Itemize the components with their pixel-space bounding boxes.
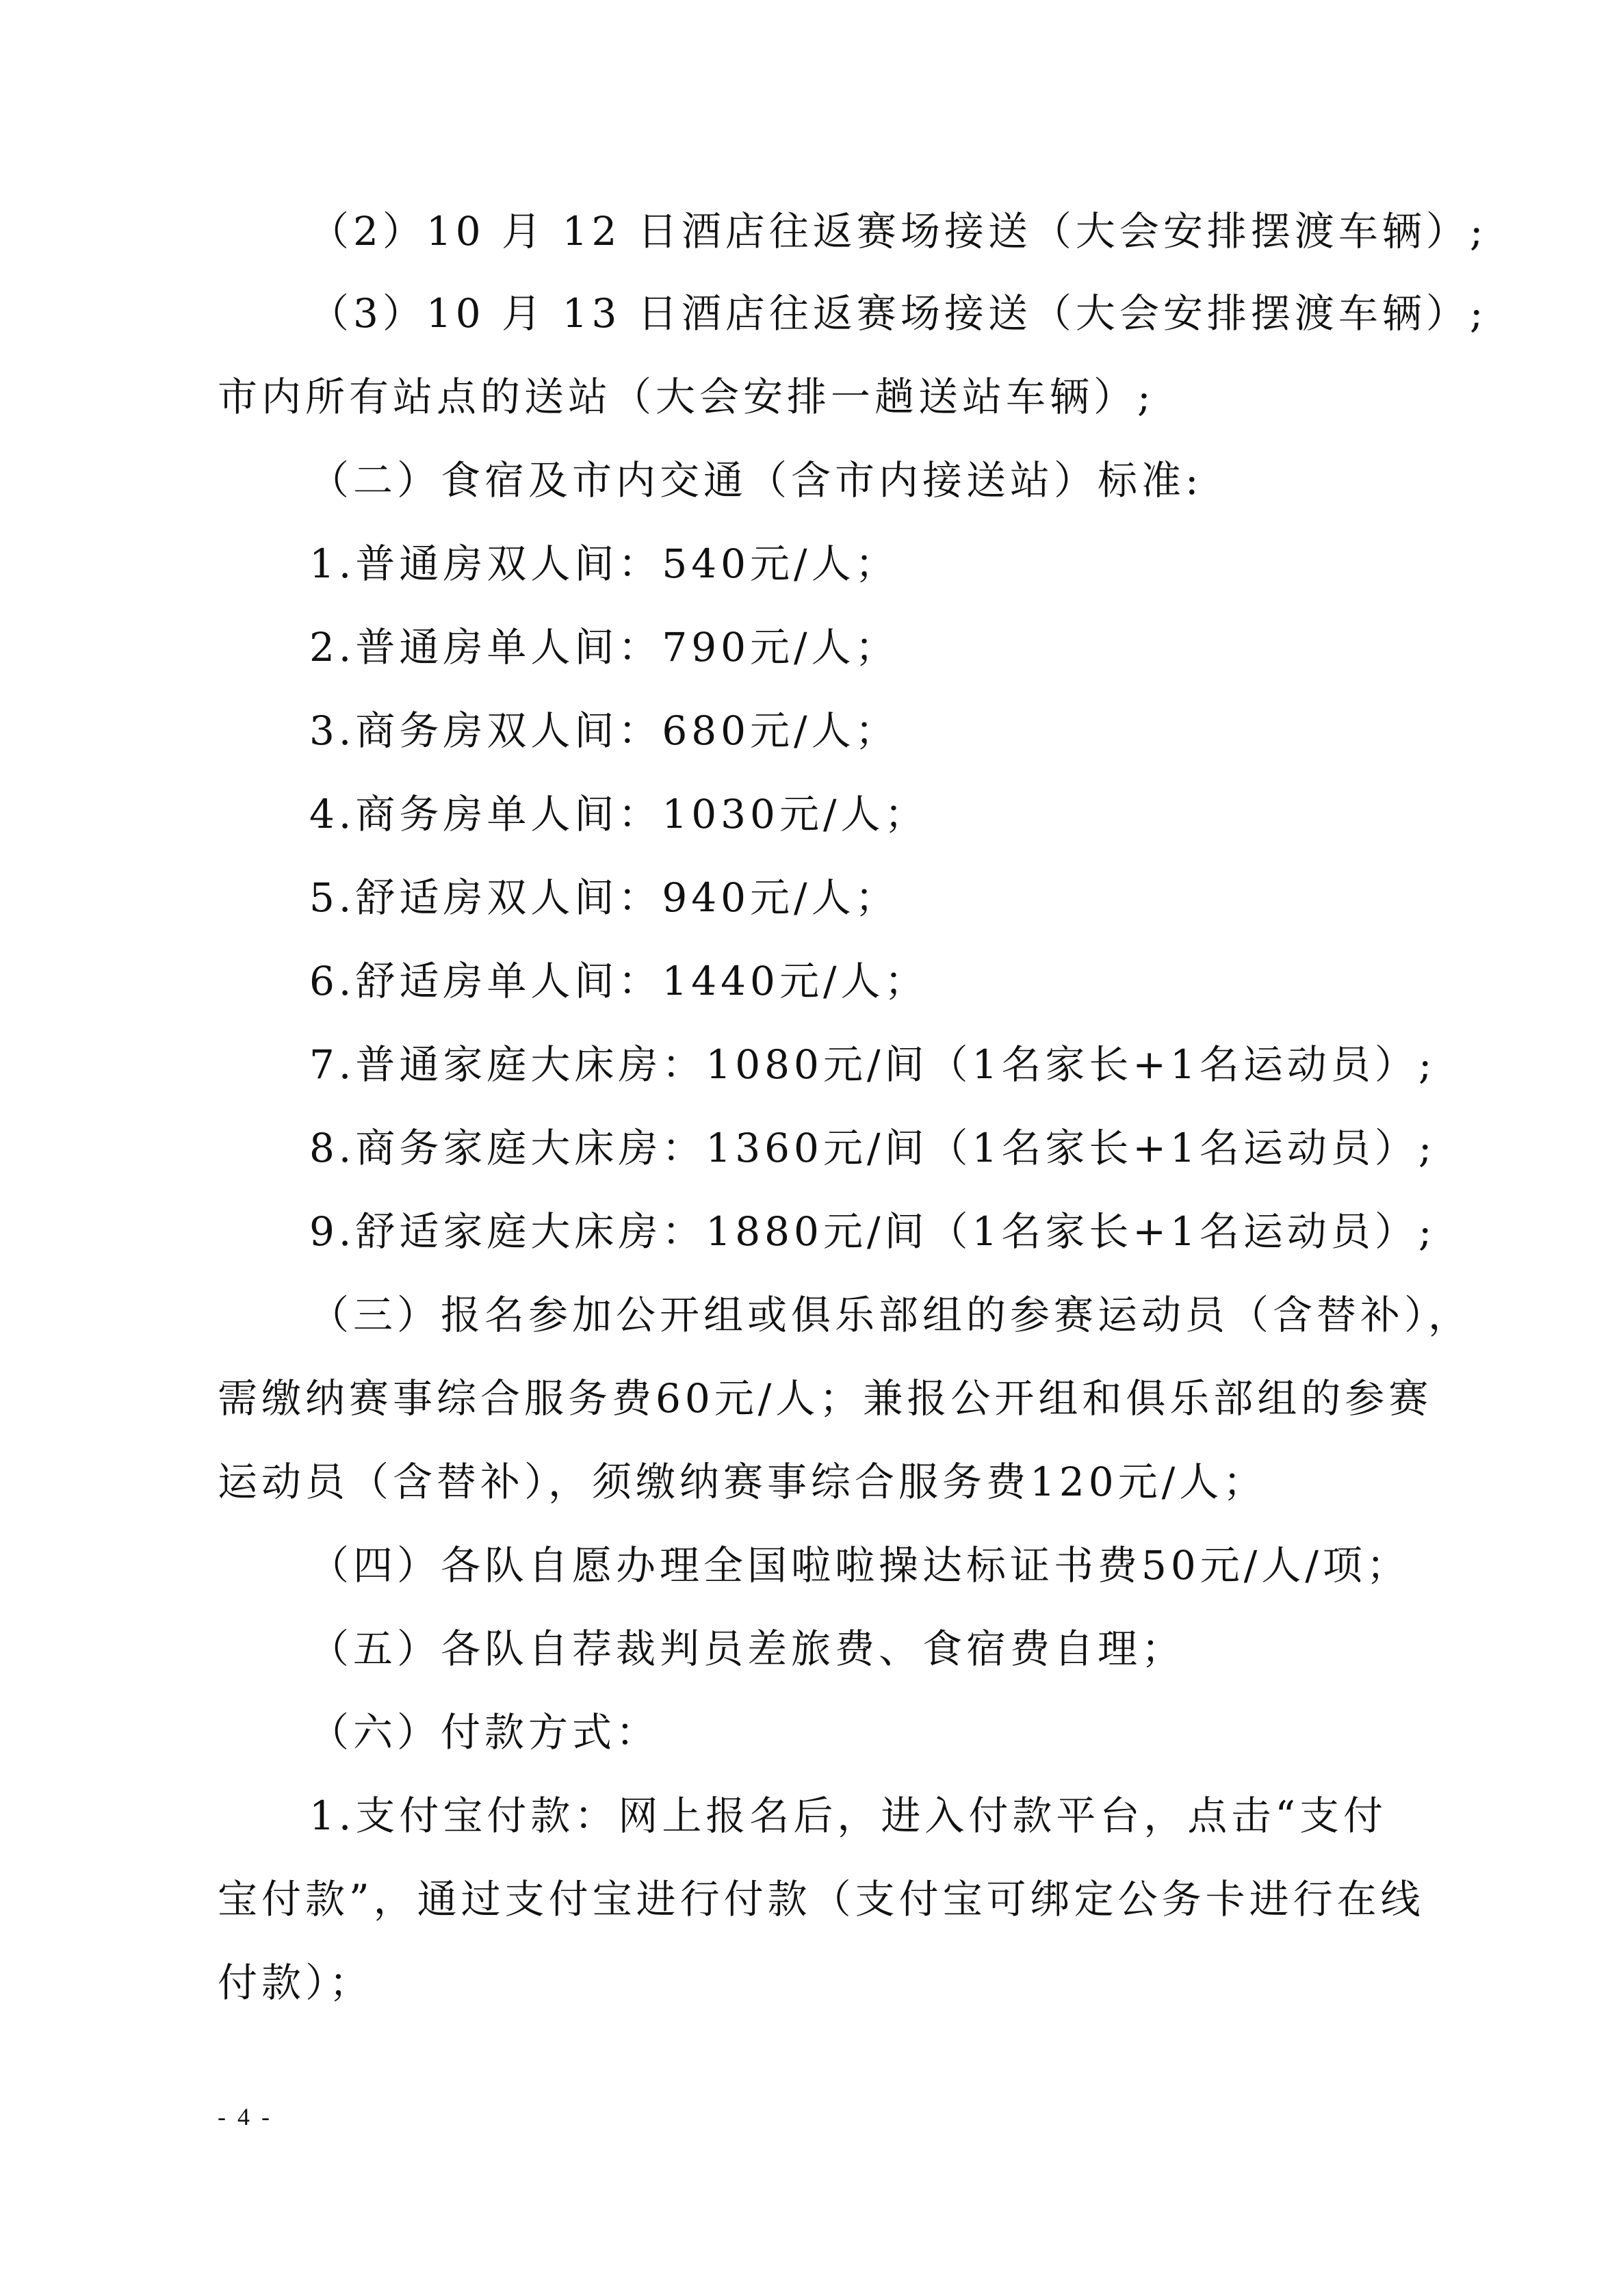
price-item-9: 9.舒适家庭大床房：1880元/间（1名家长+1名运动员）; [309,1208,1436,1255]
price-item-3: 3.商务房双人间：680元/人； [309,707,899,754]
service-fee-line-2: 需缴纳赛事综合服务费60元/人；兼报公开组和俱乐部组的参赛 [218,1375,1433,1422]
transport-item-oct13: （3）10 月 13 日酒店往返赛场接送（大会安排摆渡车辆）; [309,290,1488,337]
transport-item-oct12: （2）10 月 12 日酒店往返赛场接送（大会安排摆渡车辆）; [309,208,1488,255]
section-heading-payment: （六）付款方式： [309,1709,660,1756]
section-heading-accommodation: （二）食宿及市内交通（含市内接送站）标准: [309,457,1203,504]
price-item-5: 5.舒适房双人间：940元/人； [309,874,899,921]
service-fee-line-3: 运动员（含替补），须缴纳赛事综合服务费120元/人； [218,1459,1267,1505]
payment-method-line-2: 宝付款”，通过支付宝进行付款（支付宝可绑定公务卡进行在线 [218,1876,1425,1922]
price-item-7: 7.普通家庭大床房：1080元/间（1名家长+1名运动员）; [309,1041,1436,1088]
payment-method-line-3: 付款）； [218,1959,374,2006]
referee-expense-line: （五）各队自荐裁判员差旅费、食宿费自理； [309,1626,1186,1672]
price-item-4: 4.商务房单人间：1030元/人； [309,791,929,837]
station-dropoff-line: 市内所有站点的送站（大会安排一趟送站车辆）; [218,374,1155,420]
price-item-2: 2.普通房单人间：790元/人； [309,624,899,670]
page-number: - 4 - [218,2103,272,2130]
price-item-1: 1.普通房双人间：540元/人； [309,540,899,587]
price-item-8: 8.商务家庭大床房：1360元/间（1名家长+1名运动员）; [309,1125,1436,1171]
price-item-6: 6.舒适房单人间：1440元/人； [309,958,929,1004]
service-fee-line-1: （三）报名参加公开组或俱乐部组的参赛运动员（含替补）， [309,1292,1473,1338]
payment-method-line-1: 1.支付宝付款：网上报名后，进入付款平台，点击“支付 [309,1792,1387,1839]
certificate-fee-line: （四）各队自愿办理全国啦啦操达标证书费50元/人/项； [309,1542,1410,1589]
